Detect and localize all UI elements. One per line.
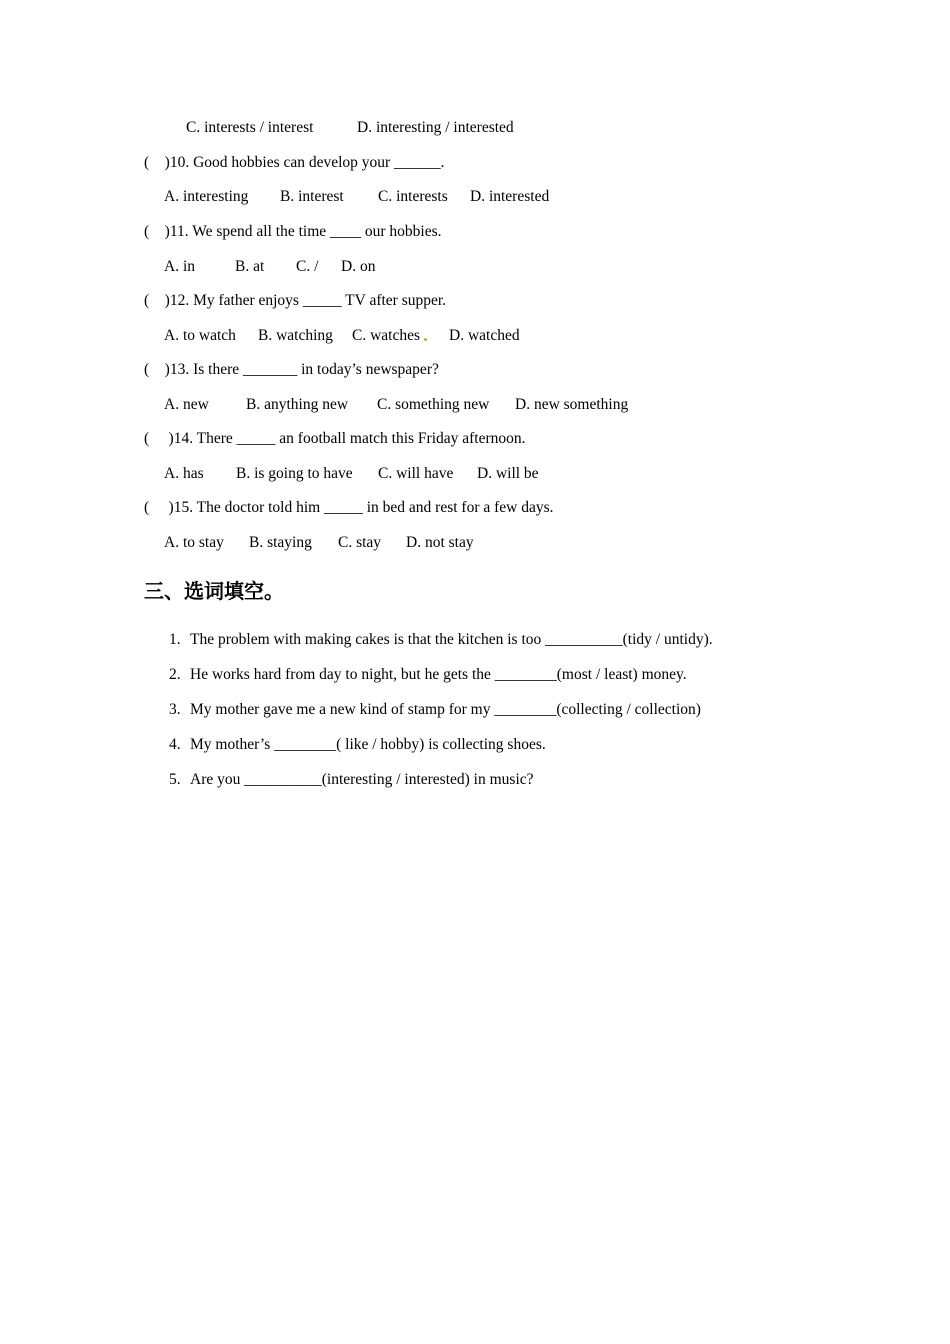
- q12-option-d: D. watched: [449, 327, 520, 344]
- q10-option-b: B. interest: [280, 188, 344, 205]
- q12-option-a: A. to watch: [164, 327, 236, 344]
- q11-option-b: B. at: [235, 258, 265, 275]
- q15-option-c: C. stay: [338, 534, 382, 551]
- q10-option-a: A. interesting: [164, 188, 249, 205]
- q11-option-c: C. /: [296, 258, 319, 275]
- fill-item-text: My mother gave me a new kind of stamp for my ________(collecting / collection): [190, 701, 701, 718]
- q14-option-b: B. is going to have: [236, 465, 353, 482]
- fill-item-text: Are you __________(interesting / interested) in music?: [190, 771, 534, 788]
- fill-item-number: 3.: [169, 701, 181, 718]
- q10-option-d: D. interested: [470, 188, 550, 205]
- q14-option-d: D. will be: [477, 465, 539, 482]
- q9-option-d: D. interesting / interested: [357, 119, 514, 136]
- question-14-stem: ( )14. There _____ an football match this Friday afternoon.: [144, 430, 526, 447]
- q15-option-b: B. staying: [249, 534, 312, 551]
- fill-item-number: 5.: [169, 771, 181, 788]
- question-15-stem: ( )15. The doctor told him _____ in bed and rest for a few days.: [144, 499, 554, 516]
- q15-option-d: D. not stay: [406, 534, 474, 551]
- q11-option-a: A. in: [164, 258, 195, 275]
- question-11-stem: ( )11. We spend all the time ____ our hobbies.: [144, 223, 442, 240]
- q9-option-c: C. interests / interest: [186, 119, 314, 136]
- fill-item-number: 1.: [169, 631, 181, 648]
- fill-item-text: My mother’s ________( like / hobby) is collecting shoes.: [190, 736, 546, 753]
- q11-option-d: D. on: [341, 258, 376, 275]
- q13-option-c: C. something new: [377, 396, 490, 413]
- question-13-stem: ( )13. Is there _______ in today’s newspaper?: [144, 361, 439, 378]
- q14-option-a: A. has: [164, 465, 204, 482]
- question-10-stem: ( )10. Good hobbies can develop your ______.: [144, 154, 445, 171]
- q13-option-d: D. new something: [515, 396, 629, 413]
- q15-option-a: A. to stay: [164, 534, 224, 551]
- section-heading: 三、选词填空。: [144, 579, 284, 603]
- q14-option-c: C. will have: [378, 465, 454, 482]
- fill-item-number: 4.: [169, 736, 181, 753]
- q12-option-c: C. watches: [352, 327, 421, 344]
- q13-option-a: A. new: [164, 396, 209, 413]
- fill-item-number: 2.: [169, 666, 181, 683]
- decorative-dot: [424, 338, 427, 341]
- fill-item-text: The problem with making cakes is that the kitchen is too __________(tidy / untidy).: [190, 631, 713, 648]
- q10-option-c: C. interests: [378, 188, 448, 205]
- q12-option-b: B. watching: [258, 327, 333, 344]
- question-12-stem: ( )12. My father enjoys _____ TV after supper.: [144, 292, 447, 309]
- q13-option-b: B. anything new: [246, 396, 349, 413]
- fill-item-text: He works hard from day to night, but he gets the ________(most / least) money.: [190, 666, 687, 683]
